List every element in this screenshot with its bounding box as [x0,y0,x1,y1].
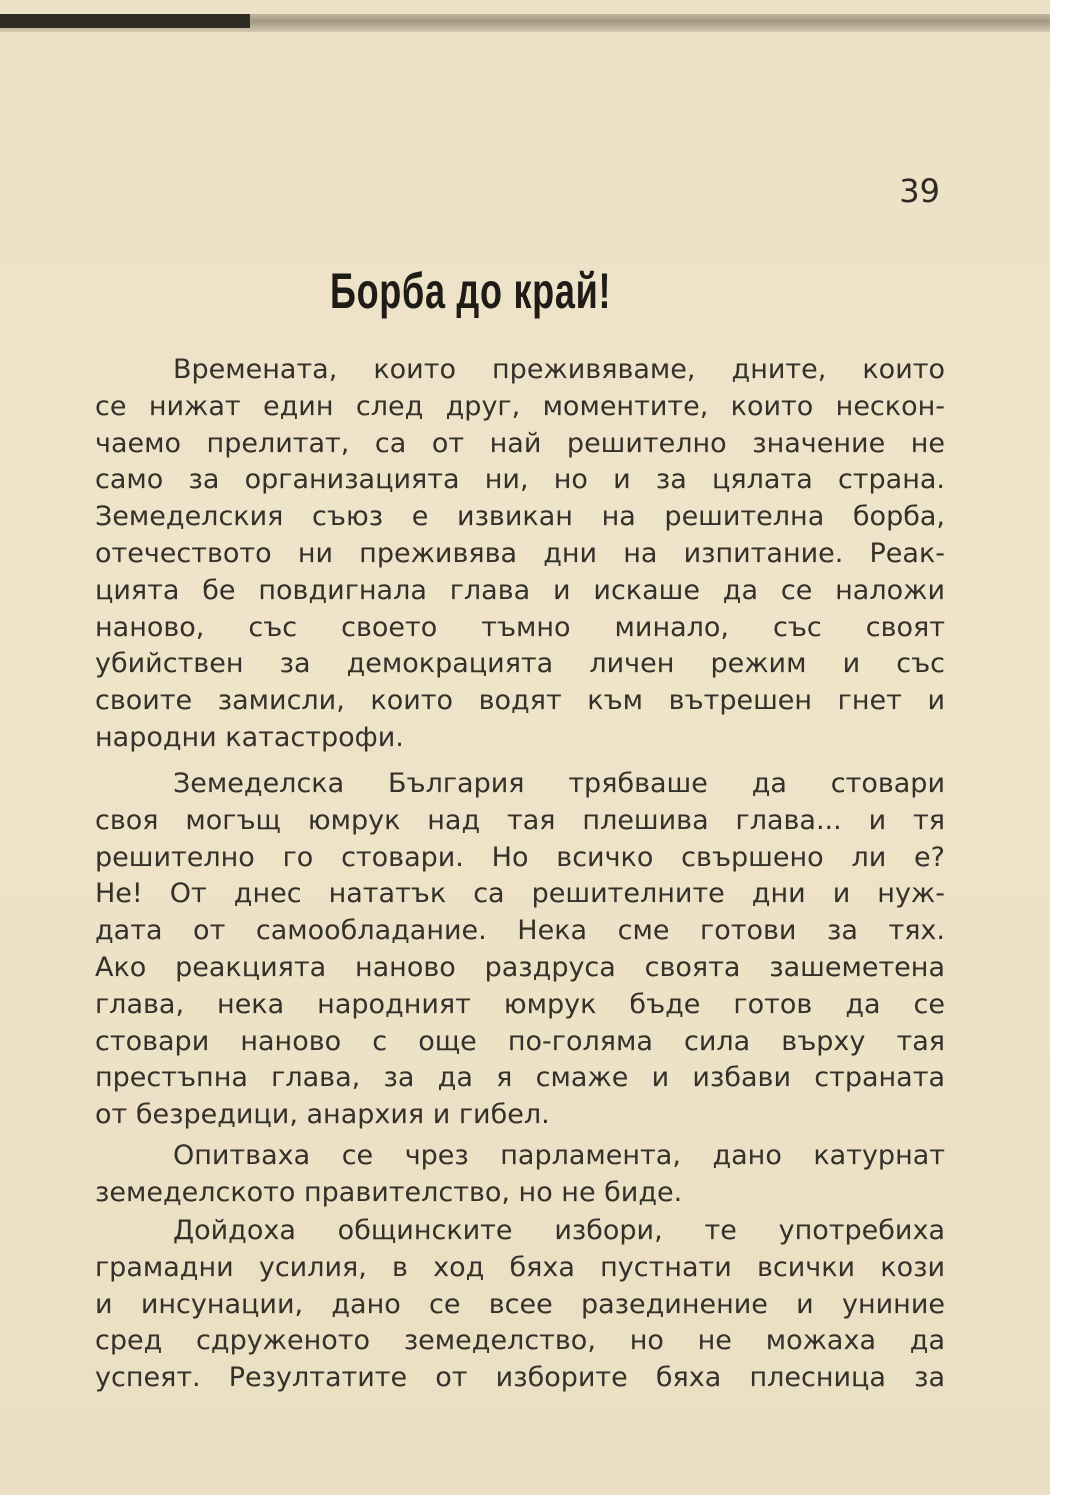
text-line: престъпна глава, за да я смаже и избави страната [95,1062,945,1094]
top-border-dark-mark [0,14,250,28]
text-line: Опитваха се чрез парламента, дано катурнат [173,1140,945,1171]
text-line: стовари наново с още по-голяма сила върху тая [95,1025,945,1057]
text-line: народни катастрофи. [95,721,404,753]
text-line: Времената, които преживяваме, дните, които [173,354,945,385]
text-line: успеят. Резултатите от изборите бяха плесница за [95,1362,945,1394]
page-number: 39 [899,172,940,210]
text-line: Ако реакцията наново раздруса своята зашеметена [95,951,945,983]
text-line: решително го стовари. Но всичко свършено ли е? [95,841,945,873]
text-line: и инсунации, дано се всее разединение и униние [95,1288,945,1320]
text-line: своя могъщ юмрук над тая плешива глава... и тя [95,804,945,836]
text-line: грамадни усилия, в ход бяха пустнати всички кози [95,1251,945,1283]
text-line: глава, нека народният юмрук бъде готов да се [95,988,945,1020]
text-line: Земеделска България трябваше да стовари [173,768,945,799]
text-line: от безредици, анархия и гибел. [95,1099,550,1131]
text-line: цията бе повдигнала глава и искаше да се наложи [95,574,945,606]
text-line: чаемо прелитат, са от най решително значение не [95,427,945,459]
paragraph-4 [95,1213,945,1397]
text-line: се нижат един след друг, моментите, които нескон- [95,390,945,422]
text-line: своите замисли, които водят към вътрешен гнет и [95,685,945,717]
text-line: сред сдруженото земеделство, но не можаха да [95,1325,945,1357]
text-line: Дойдоха общинските избори, те употребиха [173,1215,945,1246]
paragraph-1 [95,352,945,757]
text-line: убийствен за демокрацията личен режим и със [95,648,945,680]
text-line: земеделското правителство, но не биде. [95,1176,683,1208]
page-margin-edge [1050,0,1080,1495]
paragraph-3 [95,1138,945,1212]
text-line: дата от самообладание. Нека сме готови за тях. [95,915,945,947]
text-line: отечеството ни преживява дни на изпитание. Реак- [95,537,945,569]
paragraph-2 [95,766,945,1134]
text-line: наново, със своето тъмно минало, със своят [95,611,945,643]
text-line: Земеделския съюз е извикан на решителна борба, [95,501,945,533]
article-title: Борба до край! [330,263,612,319]
text-line: само за организацията ни, но и за цялата страна. [95,464,945,496]
text-line: Не! От днес нататък са решителните дни и нуж- [95,878,945,910]
